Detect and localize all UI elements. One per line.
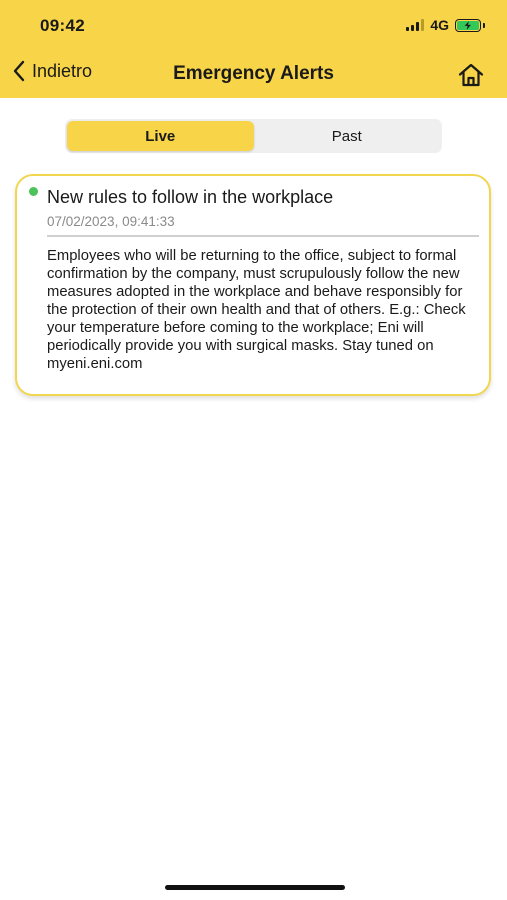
- alert-body: Employees who will be returning to the office, subject to formal confirmation by the company, must scrupulously follow the new measures adopted in the workplace and behave responsibly for the protection of their own health and that of others. E.g.: Check your temperature before coming to the workplace; Eni will periodically provide you with surgical masks. Stay tuned on myeni.eni.com: [47, 248, 466, 372]
- status-indicators: [406, 17, 485, 33]
- cellular-signal-icon: [406, 19, 424, 31]
- header: [0, 0, 507, 98]
- tab-live[interactable]: Live: [67, 121, 254, 151]
- page-title: Emergency Alerts: [173, 63, 334, 84]
- status-time: 09:42: [40, 16, 85, 35]
- alert-card[interactable]: [15, 174, 491, 396]
- back-label: Indietro: [32, 60, 93, 81]
- battery-icon: [455, 19, 481, 32]
- tab-past[interactable]: Past: [331, 127, 362, 145]
- home-button[interactable]: [457, 61, 485, 89]
- live-status-dot: [29, 187, 38, 196]
- alert-divider: [47, 235, 479, 237]
- network-type: 4G: [430, 17, 449, 33]
- home-indicator[interactable]: [165, 885, 345, 890]
- battery-tip: [483, 23, 485, 28]
- alert-timestamp: 07/02/2023, 09:41:33: [47, 214, 175, 229]
- alerts-tab-control: [65, 119, 442, 153]
- charging-bolt-icon: [456, 20, 480, 31]
- home-icon: [457, 61, 485, 89]
- alert-title: New rules to follow in the workplace: [47, 187, 334, 207]
